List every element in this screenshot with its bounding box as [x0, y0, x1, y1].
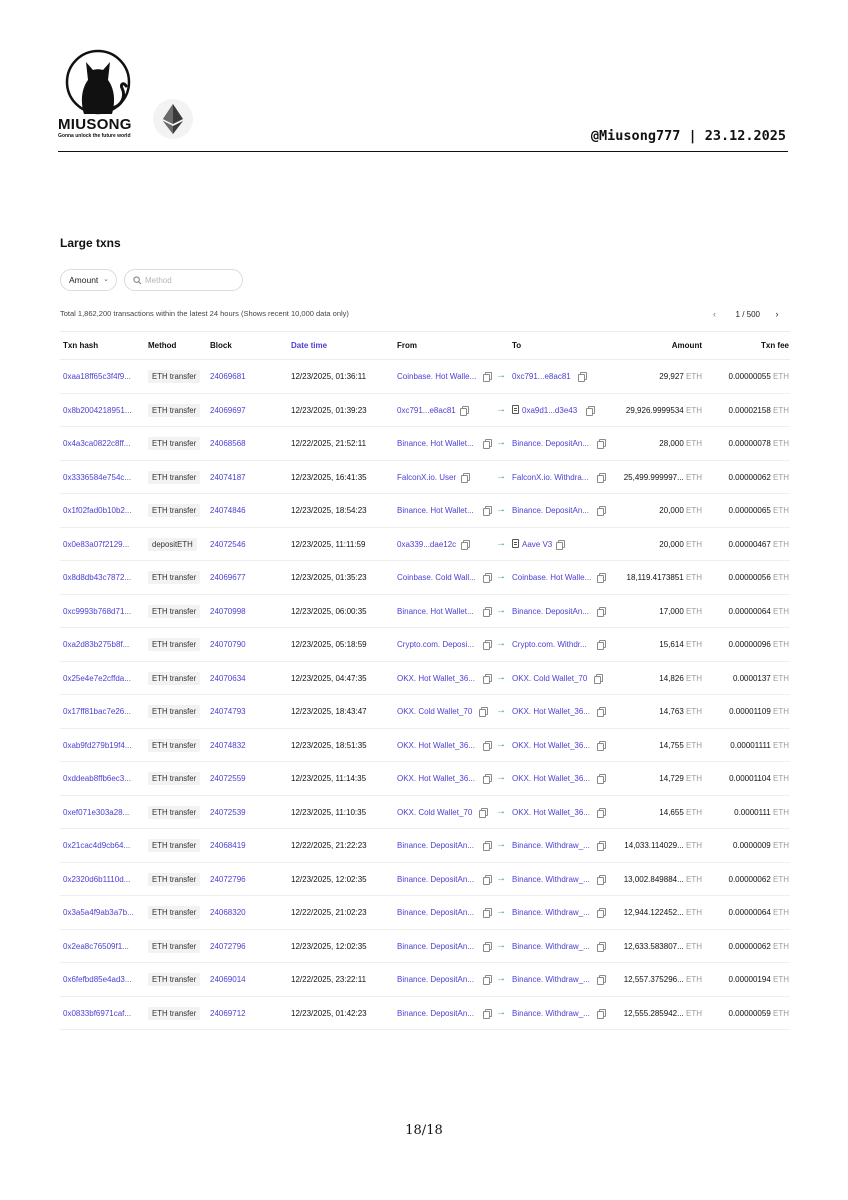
copy-icon[interactable]	[479, 707, 487, 715]
method-badge: ETH transfer	[148, 404, 200, 417]
txn-datetime: 12/23/2025, 01:42:23	[291, 1008, 367, 1018]
table-header	[60, 331, 790, 360]
copy-icon[interactable]	[483, 875, 491, 883]
search-icon	[133, 276, 142, 285]
copy-icon[interactable]	[479, 808, 487, 816]
method-badge: ETH transfer	[148, 605, 200, 618]
txn-hash-link[interactable]: 0x6fefbd85e4ad3...	[63, 975, 132, 984]
from-address-link[interactable]: Binance. Hot Wallet...	[397, 439, 474, 448]
to-address-link[interactable]: Binance. Withdraw_...	[512, 841, 590, 850]
arrow-right-icon: →	[496, 470, 506, 482]
table-row	[60, 628, 790, 662]
method-badge: ETH transfer	[148, 471, 200, 484]
txn-hash-link[interactable]: 0x2320d6b1110d...	[63, 874, 131, 884]
ethereum-icon	[153, 99, 193, 139]
large-txns-table	[60, 331, 790, 1030]
txn-fee-value: 0.00000062 ETH	[728, 874, 789, 884]
copy-icon[interactable]	[483, 640, 491, 648]
method-badge: ETH transfer	[148, 705, 200, 718]
txn-datetime: 12/23/2025, 16:41:35	[291, 472, 367, 482]
txn-fee-value: 0.00000064 ETH	[728, 606, 789, 616]
arrow-right-icon: →	[496, 403, 506, 415]
arrow-right-icon: →	[496, 571, 506, 582]
from-address-link[interactable]: Binance. DepositAn...	[397, 941, 474, 951]
txn-hash-link[interactable]: 0xaa18ff65c3f4f9...	[63, 372, 131, 381]
arrow-right-icon: →	[496, 939, 506, 951]
method-badge: ETH transfer	[148, 873, 200, 886]
from-address-link[interactable]: OKX. Cold Wallet_70	[397, 807, 473, 817]
block-link[interactable]: 24068320	[210, 908, 246, 917]
to-address-link[interactable]: 0xa9d1...d3e43	[522, 405, 578, 415]
copy-icon[interactable]	[483, 841, 491, 849]
amount-filter-dropdown[interactable]	[60, 269, 117, 291]
amount-value: 12,557.375296... ETH	[623, 975, 702, 984]
txn-datetime: 12/23/2025, 11:14:35	[291, 774, 367, 783]
to-address-link[interactable]: OKX. Hot Wallet_36...	[512, 807, 590, 817]
amount-value: 12,633.583807... ETH	[623, 941, 702, 951]
amount-value: 28,000 ETH	[659, 439, 702, 448]
table-row	[60, 829, 790, 863]
block-link[interactable]: 24069677	[210, 573, 246, 582]
amount-value: 14,729 ETH	[659, 774, 702, 783]
copy-icon[interactable]	[586, 406, 594, 414]
table-row	[60, 729, 790, 763]
copy-icon[interactable]	[483, 975, 491, 983]
method-badge: ETH transfer	[148, 839, 200, 852]
page-number: 18/18	[405, 1123, 443, 1138]
to-address-link[interactable]: Binance. Withdraw_...	[512, 1008, 590, 1018]
txn-datetime: 12/23/2025, 04:47:35	[291, 673, 367, 683]
txn-hash-link[interactable]: 0x25e4e7e2cffda...	[63, 673, 131, 683]
copy-icon[interactable]	[483, 908, 491, 916]
txn-fee-value: 0.00000096 ETH	[728, 640, 789, 649]
copy-icon[interactable]	[461, 540, 469, 548]
method-badge: ETH transfer	[148, 437, 200, 450]
copy-icon[interactable]	[597, 473, 605, 481]
arrow-right-icon: →	[496, 370, 506, 381]
method-badge: ETH transfer	[148, 973, 200, 986]
txn-fee-value: 0.00000055 ETH	[728, 372, 789, 381]
copy-icon[interactable]	[483, 372, 491, 380]
copy-icon[interactable]	[597, 439, 605, 447]
col-header-fee: Txn fee	[760, 341, 789, 350]
txn-hash-link[interactable]: 0xef071e303a28...	[63, 807, 130, 817]
method-badge: ETH transfer	[148, 940, 200, 953]
txn-datetime: 12/22/2025, 21:02:23	[291, 908, 367, 917]
table-row	[60, 762, 790, 796]
method-badge: ETH transfer	[148, 806, 200, 819]
copy-icon[interactable]	[597, 741, 605, 749]
amount-value: 12,944.122452... ETH	[623, 908, 702, 917]
report-header	[58, 48, 788, 152]
table-row	[60, 863, 790, 897]
copy-icon[interactable]	[597, 640, 605, 648]
col-header-from: From	[397, 341, 417, 350]
copy-icon[interactable]	[597, 707, 605, 715]
txn-fee-value: 0.00001111 ETH	[730, 740, 789, 750]
txn-datetime: 12/23/2025, 18:51:35	[291, 740, 367, 750]
txn-hash-link[interactable]: 0x2ea8c76509f1...	[63, 941, 129, 951]
txn-hash-link[interactable]: 0xc9993b768d71...	[63, 606, 132, 616]
method-badge: ETH transfer	[148, 906, 200, 919]
arrow-right-icon: →	[496, 973, 506, 984]
method-search-box[interactable]	[124, 269, 243, 291]
block-link[interactable]: 24072559	[210, 774, 246, 783]
block-link[interactable]: 24070790	[210, 640, 246, 649]
table-body	[60, 360, 790, 1030]
arrow-right-icon: →	[496, 504, 506, 515]
from-address-link[interactable]: Binance. Hot Wallet...	[397, 506, 474, 515]
section-title: Large txns	[60, 236, 121, 250]
from-address-link[interactable]: Crypto.com. Deposi...	[397, 640, 474, 649]
amount-value: 17,000 ETH	[659, 606, 702, 616]
arrow-right-icon: →	[496, 671, 506, 683]
method-badge: depositETH	[148, 538, 197, 551]
txn-fee-value: 0.00000059 ETH	[728, 1008, 789, 1018]
txn-datetime: 12/23/2025, 18:54:23	[291, 506, 367, 515]
method-badge: ETH transfer	[148, 638, 200, 651]
block-link[interactable]: 24072546	[210, 539, 246, 549]
to-address-link[interactable]: Binance. DepositAn...	[512, 506, 589, 515]
method-badge: ETH transfer	[148, 504, 200, 517]
amount-value: 14,755 ETH	[659, 740, 702, 750]
col-header-to: To	[512, 341, 522, 350]
txn-hash-link[interactable]: 0x17ff81bac7e26...	[63, 707, 131, 716]
cat-logo-icon	[62, 48, 134, 116]
block-link[interactable]: 24069712	[210, 1008, 246, 1018]
from-address-link[interactable]: OKX. Hot Wallet_36...	[397, 740, 475, 750]
arrow-right-icon: →	[496, 872, 506, 884]
to-address-link[interactable]: Binance. Withdraw_...	[512, 941, 590, 951]
arrow-right-icon: →	[496, 638, 506, 649]
to-address-link[interactable]: Crypto.com. Withdr...	[512, 640, 587, 649]
txn-fee-value: 0.0000111 ETH	[734, 807, 789, 817]
col-header-hash: Txn hash	[63, 341, 99, 350]
txn-fee-value: 0.00000467 ETH	[728, 539, 789, 549]
copy-icon[interactable]	[460, 406, 468, 414]
block-link[interactable]: 24074187	[210, 472, 246, 482]
txn-fee-value: 0.00001104 ETH	[729, 774, 789, 783]
method-badge: ETH transfer	[148, 1007, 200, 1020]
amount-value: 15,614 ETH	[659, 640, 702, 649]
copy-icon[interactable]	[483, 1009, 491, 1017]
from-address-link[interactable]: Binance. DepositAn...	[397, 975, 474, 984]
txn-hash-link[interactable]: 0x3a5a4f9ab3a7b...	[63, 908, 134, 917]
col-header-datetime[interactable]: Date time	[291, 341, 328, 350]
txn-datetime: 12/23/2025, 12:02:35	[291, 874, 367, 884]
txn-fee-value: 0.00000062 ETH	[728, 941, 789, 951]
copy-icon[interactable]	[597, 942, 605, 950]
copy-icon[interactable]	[597, 841, 605, 849]
from-address-link[interactable]: Coinbase. Cold Wall...	[397, 573, 476, 582]
table-row	[60, 394, 790, 428]
brand-name: MIUSONG	[58, 116, 132, 133]
from-address-link[interactable]: FalconX.io. User	[397, 472, 457, 482]
prev-page-button[interactable]: ‹	[713, 309, 717, 319]
arrow-right-icon: →	[496, 604, 506, 616]
block-link[interactable]: 24069697	[210, 405, 246, 415]
txn-fee-value: 0.00000064 ETH	[728, 908, 789, 917]
txn-datetime: 12/23/2025, 11:11:59	[291, 539, 366, 549]
to-address-link[interactable]: Binance. DepositAn...	[512, 606, 589, 616]
table-row	[60, 360, 790, 394]
copy-icon[interactable]	[483, 607, 491, 615]
table-row	[60, 427, 790, 461]
copy-icon[interactable]	[594, 674, 602, 682]
copy-icon[interactable]	[597, 1009, 605, 1017]
transactions-summary: Total 1,862,200 transactions within the latest 24 hours (Shows recent 10,000 data only)	[60, 309, 349, 318]
block-link[interactable]: 24074793	[210, 707, 246, 716]
to-address-link[interactable]: OKX. Hot Wallet_36...	[512, 707, 590, 716]
amount-value: 18,119.4173851 ETH	[626, 573, 702, 582]
table-row	[60, 930, 790, 964]
copy-icon[interactable]	[597, 875, 605, 883]
table-row	[60, 494, 790, 528]
block-link[interactable]: 24072796	[210, 874, 246, 884]
copy-icon[interactable]	[483, 942, 491, 950]
author-handle-date: @Miusong777 | 23.12.2025	[590, 128, 786, 144]
table-row	[60, 595, 790, 629]
copy-icon[interactable]	[483, 741, 491, 749]
txn-fee-value: 0.0000009 ETH	[732, 841, 789, 850]
txn-hash-link[interactable]: 0x3336584e754c...	[63, 472, 132, 482]
to-address-link[interactable]: Binance. DepositAn...	[512, 439, 589, 448]
table-row	[60, 662, 790, 696]
txn-hash-link[interactable]: 0xa2d83b275b8f...	[63, 640, 130, 649]
txn-fee-value: 0.00000056 ETH	[728, 573, 789, 582]
from-address-link[interactable]: OKX. Hot Wallet_36...	[397, 774, 475, 783]
txn-fee-value: 0.00001109 ETH	[729, 707, 789, 716]
txn-hash-link[interactable]: 0x8d8db43c7872...	[63, 573, 132, 582]
block-link[interactable]: 24072796	[210, 941, 246, 951]
method-badge: ETH transfer	[148, 370, 200, 383]
copy-icon[interactable]	[597, 607, 605, 615]
txn-fee-value: 0.00002158 ETH	[728, 405, 789, 415]
copy-icon[interactable]	[597, 975, 605, 983]
to-address-link[interactable]: Binance. Withdraw_...	[512, 874, 590, 884]
table-row	[60, 963, 790, 997]
arrow-right-icon: →	[496, 705, 506, 716]
arrow-right-icon: →	[496, 1006, 506, 1018]
amount-value: 12,555.285942... ETH	[623, 1008, 702, 1018]
method-search-input[interactable]	[145, 273, 237, 288]
arrow-right-icon: →	[496, 537, 506, 549]
copy-icon[interactable]	[597, 808, 605, 816]
block-link[interactable]: 24069681	[210, 372, 246, 381]
contract-icon	[512, 539, 519, 548]
copy-icon[interactable]	[597, 573, 605, 581]
amount-value: 20,000 ETH	[659, 539, 702, 549]
from-address-link[interactable]: OKX. Cold Wallet_70	[397, 707, 473, 716]
chevron-down-icon: ⌄	[103, 276, 109, 283]
to-address-link[interactable]: 0xc791...e8ac81	[512, 372, 571, 381]
next-page-button[interactable]: ›	[775, 309, 779, 319]
copy-icon[interactable]	[483, 439, 491, 447]
block-link[interactable]: 24074846	[210, 506, 246, 515]
table-row	[60, 561, 790, 595]
txn-hash-link[interactable]: 0x0833bf6971caf...	[63, 1008, 132, 1018]
to-address-link[interactable]: FalconX.io. Withdra...	[512, 472, 589, 482]
table-row	[60, 695, 790, 729]
copy-icon[interactable]	[597, 506, 605, 514]
from-address-link[interactable]: Binance. DepositAn...	[397, 841, 474, 850]
method-badge: ETH transfer	[148, 739, 200, 752]
from-address-link[interactable]: Coinbase. Hot Walle...	[397, 372, 477, 381]
copy-icon[interactable]	[578, 372, 586, 380]
table-row	[60, 997, 790, 1031]
txn-datetime: 12/22/2025, 23:22:11	[291, 975, 367, 984]
to-address-link[interactable]: Binance. Withdraw_...	[512, 975, 590, 984]
to-address-link[interactable]: OKX. Hot Wallet_36...	[512, 740, 590, 750]
copy-icon[interactable]	[597, 774, 605, 782]
txn-datetime: 12/23/2025, 01:39:23	[291, 405, 367, 415]
txn-fee-value: 0.0000137 ETH	[732, 673, 789, 683]
arrow-right-icon: →	[496, 805, 506, 817]
page-indicator: 1 / 500	[735, 309, 760, 319]
txn-datetime: 12/23/2025, 06:00:35	[291, 606, 367, 616]
method-badge: ETH transfer	[148, 772, 200, 785]
txn-fee-value: 0.00000062 ETH	[728, 472, 789, 482]
table-row	[60, 796, 790, 830]
copy-icon[interactable]	[461, 473, 469, 481]
amount-value: 14,826 ETH	[659, 673, 702, 683]
txn-hash-link[interactable]: 0xab9fd279b19f4...	[63, 740, 132, 750]
copy-icon[interactable]	[597, 908, 605, 916]
miusong-logo	[58, 48, 138, 144]
to-address-link[interactable]: Coinbase. Hot Walle...	[512, 573, 592, 582]
from-address-link[interactable]: OKX. Hot Wallet_36...	[397, 673, 475, 683]
txn-datetime: 12/23/2025, 01:35:23	[291, 573, 367, 582]
txn-datetime: 12/23/2025, 11:10:35	[291, 807, 367, 817]
amount-value: 13,002.849884... ETH	[623, 874, 702, 884]
block-link[interactable]: 24068568	[210, 439, 246, 448]
to-address-link[interactable]: Binance. Withdraw_...	[512, 908, 590, 917]
copy-icon[interactable]	[556, 540, 564, 548]
copy-icon[interactable]	[483, 774, 491, 782]
txn-datetime: 12/23/2025, 01:36:11	[291, 372, 367, 381]
from-address-link[interactable]: Binance. DepositAn...	[397, 1008, 474, 1018]
pagination	[708, 306, 784, 322]
txn-fee-value: 0.00000078 ETH	[728, 439, 789, 448]
txn-datetime: 12/23/2025, 18:43:47	[291, 707, 367, 716]
to-address-link[interactable]: Aave V3	[522, 539, 553, 549]
method-badge: ETH transfer	[148, 571, 200, 584]
to-address-link[interactable]: OKX. Cold Wallet_70	[512, 673, 588, 683]
block-link[interactable]: 24070634	[210, 673, 246, 683]
amount-filter-label: Amount	[69, 275, 99, 285]
block-link[interactable]: 24072539	[210, 807, 246, 817]
col-header-block: Block	[210, 341, 232, 350]
block-link[interactable]: 24074832	[210, 740, 246, 750]
contract-icon	[512, 405, 519, 414]
from-address-link[interactable]: Binance. DepositAn...	[397, 874, 474, 884]
txn-datetime: 12/22/2025, 21:52:11	[291, 439, 367, 448]
txn-fee-value: 0.00000065 ETH	[728, 506, 789, 515]
from-address-link[interactable]: Binance. Hot Wallet...	[397, 606, 474, 616]
from-address-link[interactable]: 0xa339...dae12c	[397, 539, 457, 549]
arrow-right-icon: →	[496, 772, 506, 783]
txn-hash-link[interactable]: 0x0e83a07f2129...	[63, 539, 130, 549]
col-header-method: Method	[148, 341, 177, 350]
txn-hash-link[interactable]: 0xddeab8ffb6ec3...	[63, 774, 131, 783]
from-address-link[interactable]: Binance. DepositAn...	[397, 908, 474, 917]
txn-fee-value: 0.00000194 ETH	[728, 975, 789, 984]
from-address-link[interactable]: 0xc791...e8ac81	[397, 405, 456, 415]
arrow-right-icon: →	[496, 906, 506, 917]
to-address-link[interactable]: OKX. Hot Wallet_36...	[512, 774, 590, 783]
txn-hash-link[interactable]: 0x8b2004218951...	[63, 405, 132, 415]
block-link[interactable]: 24070998	[210, 606, 246, 616]
col-header-amount: Amount	[671, 341, 702, 350]
arrow-right-icon: →	[496, 437, 506, 448]
amount-value: 25,499.999997... ETH	[623, 472, 702, 482]
arrow-right-icon: →	[496, 738, 506, 750]
arrow-right-icon: →	[496, 839, 506, 850]
txn-datetime: 12/23/2025, 12:02:35	[291, 941, 367, 951]
amount-value: 14,033.114029... ETH	[624, 841, 702, 850]
method-badge: ETH transfer	[148, 672, 200, 685]
amount-value: 29,927 ETH	[659, 372, 702, 381]
amount-value: 20,000 ETH	[659, 506, 702, 515]
amount-value: 14,655 ETH	[659, 807, 702, 817]
amount-value: 29,926.9999534 ETH	[625, 405, 702, 415]
copy-icon[interactable]	[483, 506, 491, 514]
block-link[interactable]: 24068419	[210, 841, 246, 850]
copy-icon[interactable]	[483, 573, 491, 581]
txn-hash-link[interactable]: 0x1f02fad0b10b2...	[63, 506, 132, 515]
table-row	[60, 528, 790, 562]
txn-hash-link[interactable]: 0x21cac4d9cb64...	[63, 841, 131, 850]
copy-icon[interactable]	[483, 674, 491, 682]
amount-value: 14,763 ETH	[659, 707, 702, 716]
txn-datetime: 12/23/2025, 05:18:59	[291, 640, 367, 649]
block-link[interactable]: 24069014	[210, 975, 246, 984]
table-row	[60, 461, 790, 495]
table-row	[60, 896, 790, 930]
brand-tagline: Gonna unlock the future world	[58, 133, 131, 139]
txn-datetime: 12/22/2025, 21:22:23	[291, 841, 367, 850]
txn-hash-link[interactable]: 0x4a3ca0822c8ff...	[63, 439, 131, 448]
